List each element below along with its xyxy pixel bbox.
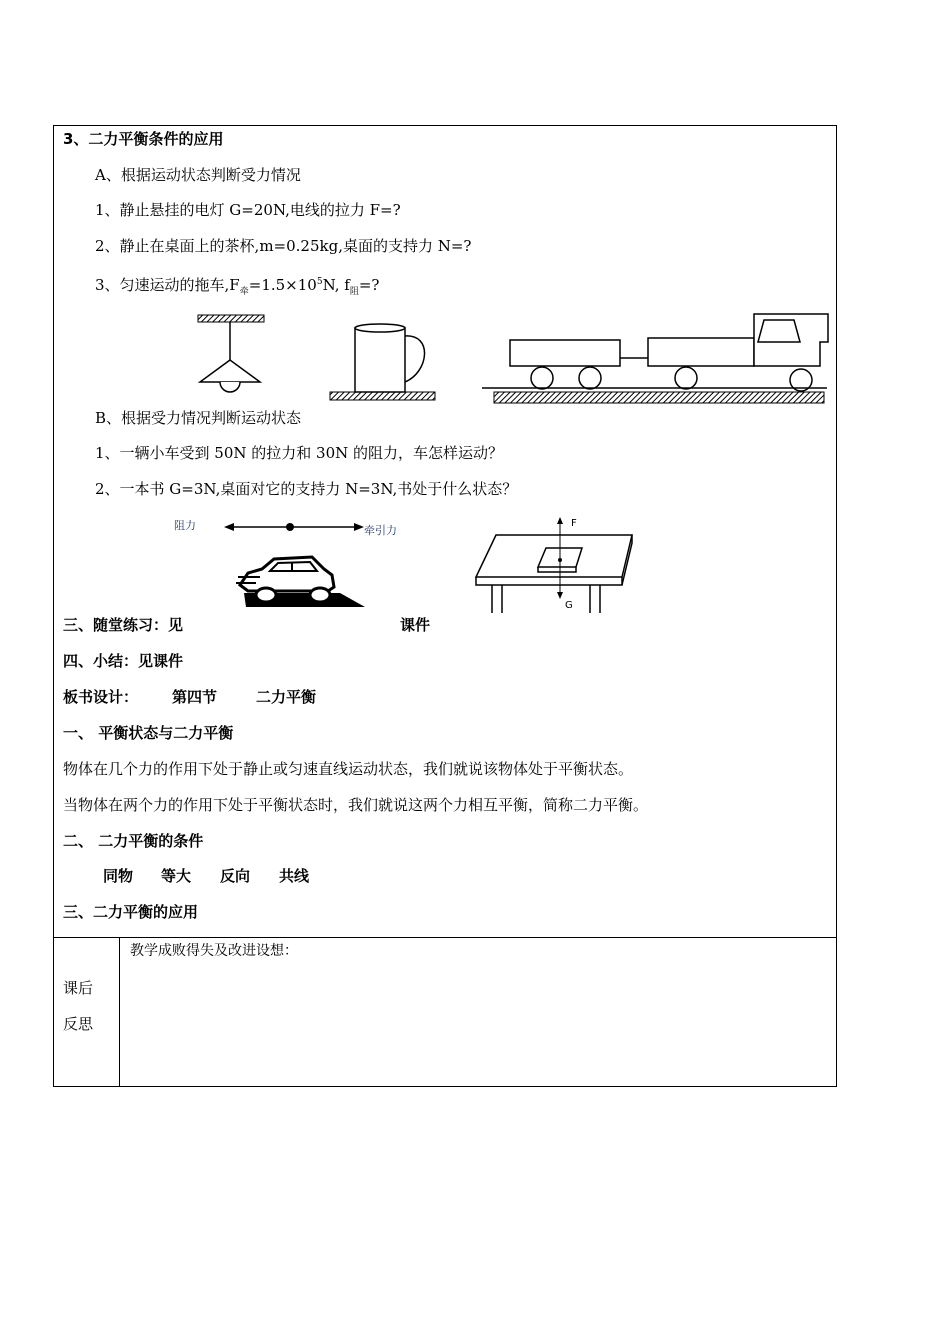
car-force-figure — [220, 515, 370, 615]
teacup-figure — [325, 320, 440, 405]
summary-line: 四、小结：见课件 — [63, 652, 184, 670]
question-b1: 1、一辆小车受到 50N 的拉力和 30N 的阻力，车怎样运动？ — [95, 444, 504, 462]
section-heading: 3、二力平衡条件的应用 — [63, 130, 224, 148]
reflection-prompt: 教学成败得失及改进设想： — [130, 943, 298, 959]
table-column-divider — [119, 937, 120, 1087]
board-title: 二力平衡 — [256, 688, 317, 706]
board-section: 第四节 — [172, 688, 218, 706]
condition-collinear: 共线 — [279, 867, 310, 885]
part1-paragraph-2: 当物体在两个力的作用下处于平衡状态时，我们就说这两个力相互平衡，简称二力平衡。 — [63, 796, 649, 814]
part1-paragraph-1: 物体在几个力的作用下处于静止或匀速直线运动状态，我们就说该物体处于平衡状态。 — [63, 760, 634, 778]
question-2: 2、静止在桌面上的茶杯,m=0.25kg,桌面的支持力 N=? — [95, 237, 472, 255]
board-label: 板书设计： — [63, 688, 139, 706]
gravity-label: G — [565, 600, 573, 611]
part2-heading: 二、 二力平衡的条件 — [63, 832, 204, 850]
condition-equal-size: 等大 — [161, 867, 192, 885]
traction-label: 牵引力 — [364, 524, 397, 537]
part1-heading: 一、 平衡状态与二力平衡 — [63, 724, 234, 742]
reflection-label-1: 课后 — [63, 979, 94, 997]
part3-heading: 三、二力平衡的应用 — [63, 903, 199, 921]
support-force-label: F — [571, 518, 577, 529]
question-b2: 2、一本书 G=3N,桌面对它的支持力 N=3N,书处于什么状态？ — [95, 480, 518, 498]
question-1: 1、静止悬挂的电灯 G=20N,电线的拉力 F=? — [95, 201, 401, 219]
practice-suffix: 课件 — [400, 616, 431, 634]
part-a-heading: A、根据运动状态判断受力情况 — [95, 166, 301, 184]
condition-opposite-direction: 反向 — [220, 867, 251, 885]
hanging-lamp-figure — [190, 310, 270, 400]
condition-same-object: 同物 — [103, 867, 134, 885]
question-3: 3、匀速运动的拖车$,F_牵=1.5\times 10^5N$, $f_阻=$? — [95, 276, 380, 297]
resistance-label: 阻力 — [174, 519, 196, 532]
book-table-figure — [470, 515, 645, 615]
truck-trailer-figure — [482, 312, 832, 407]
table-divider — [53, 937, 837, 938]
reflection-label-2: 反思 — [63, 1015, 94, 1033]
practice-label: 三、随堂练习：见 — [63, 616, 184, 634]
part-b-heading: B、根据受力情况判断运动状态 — [95, 409, 302, 427]
